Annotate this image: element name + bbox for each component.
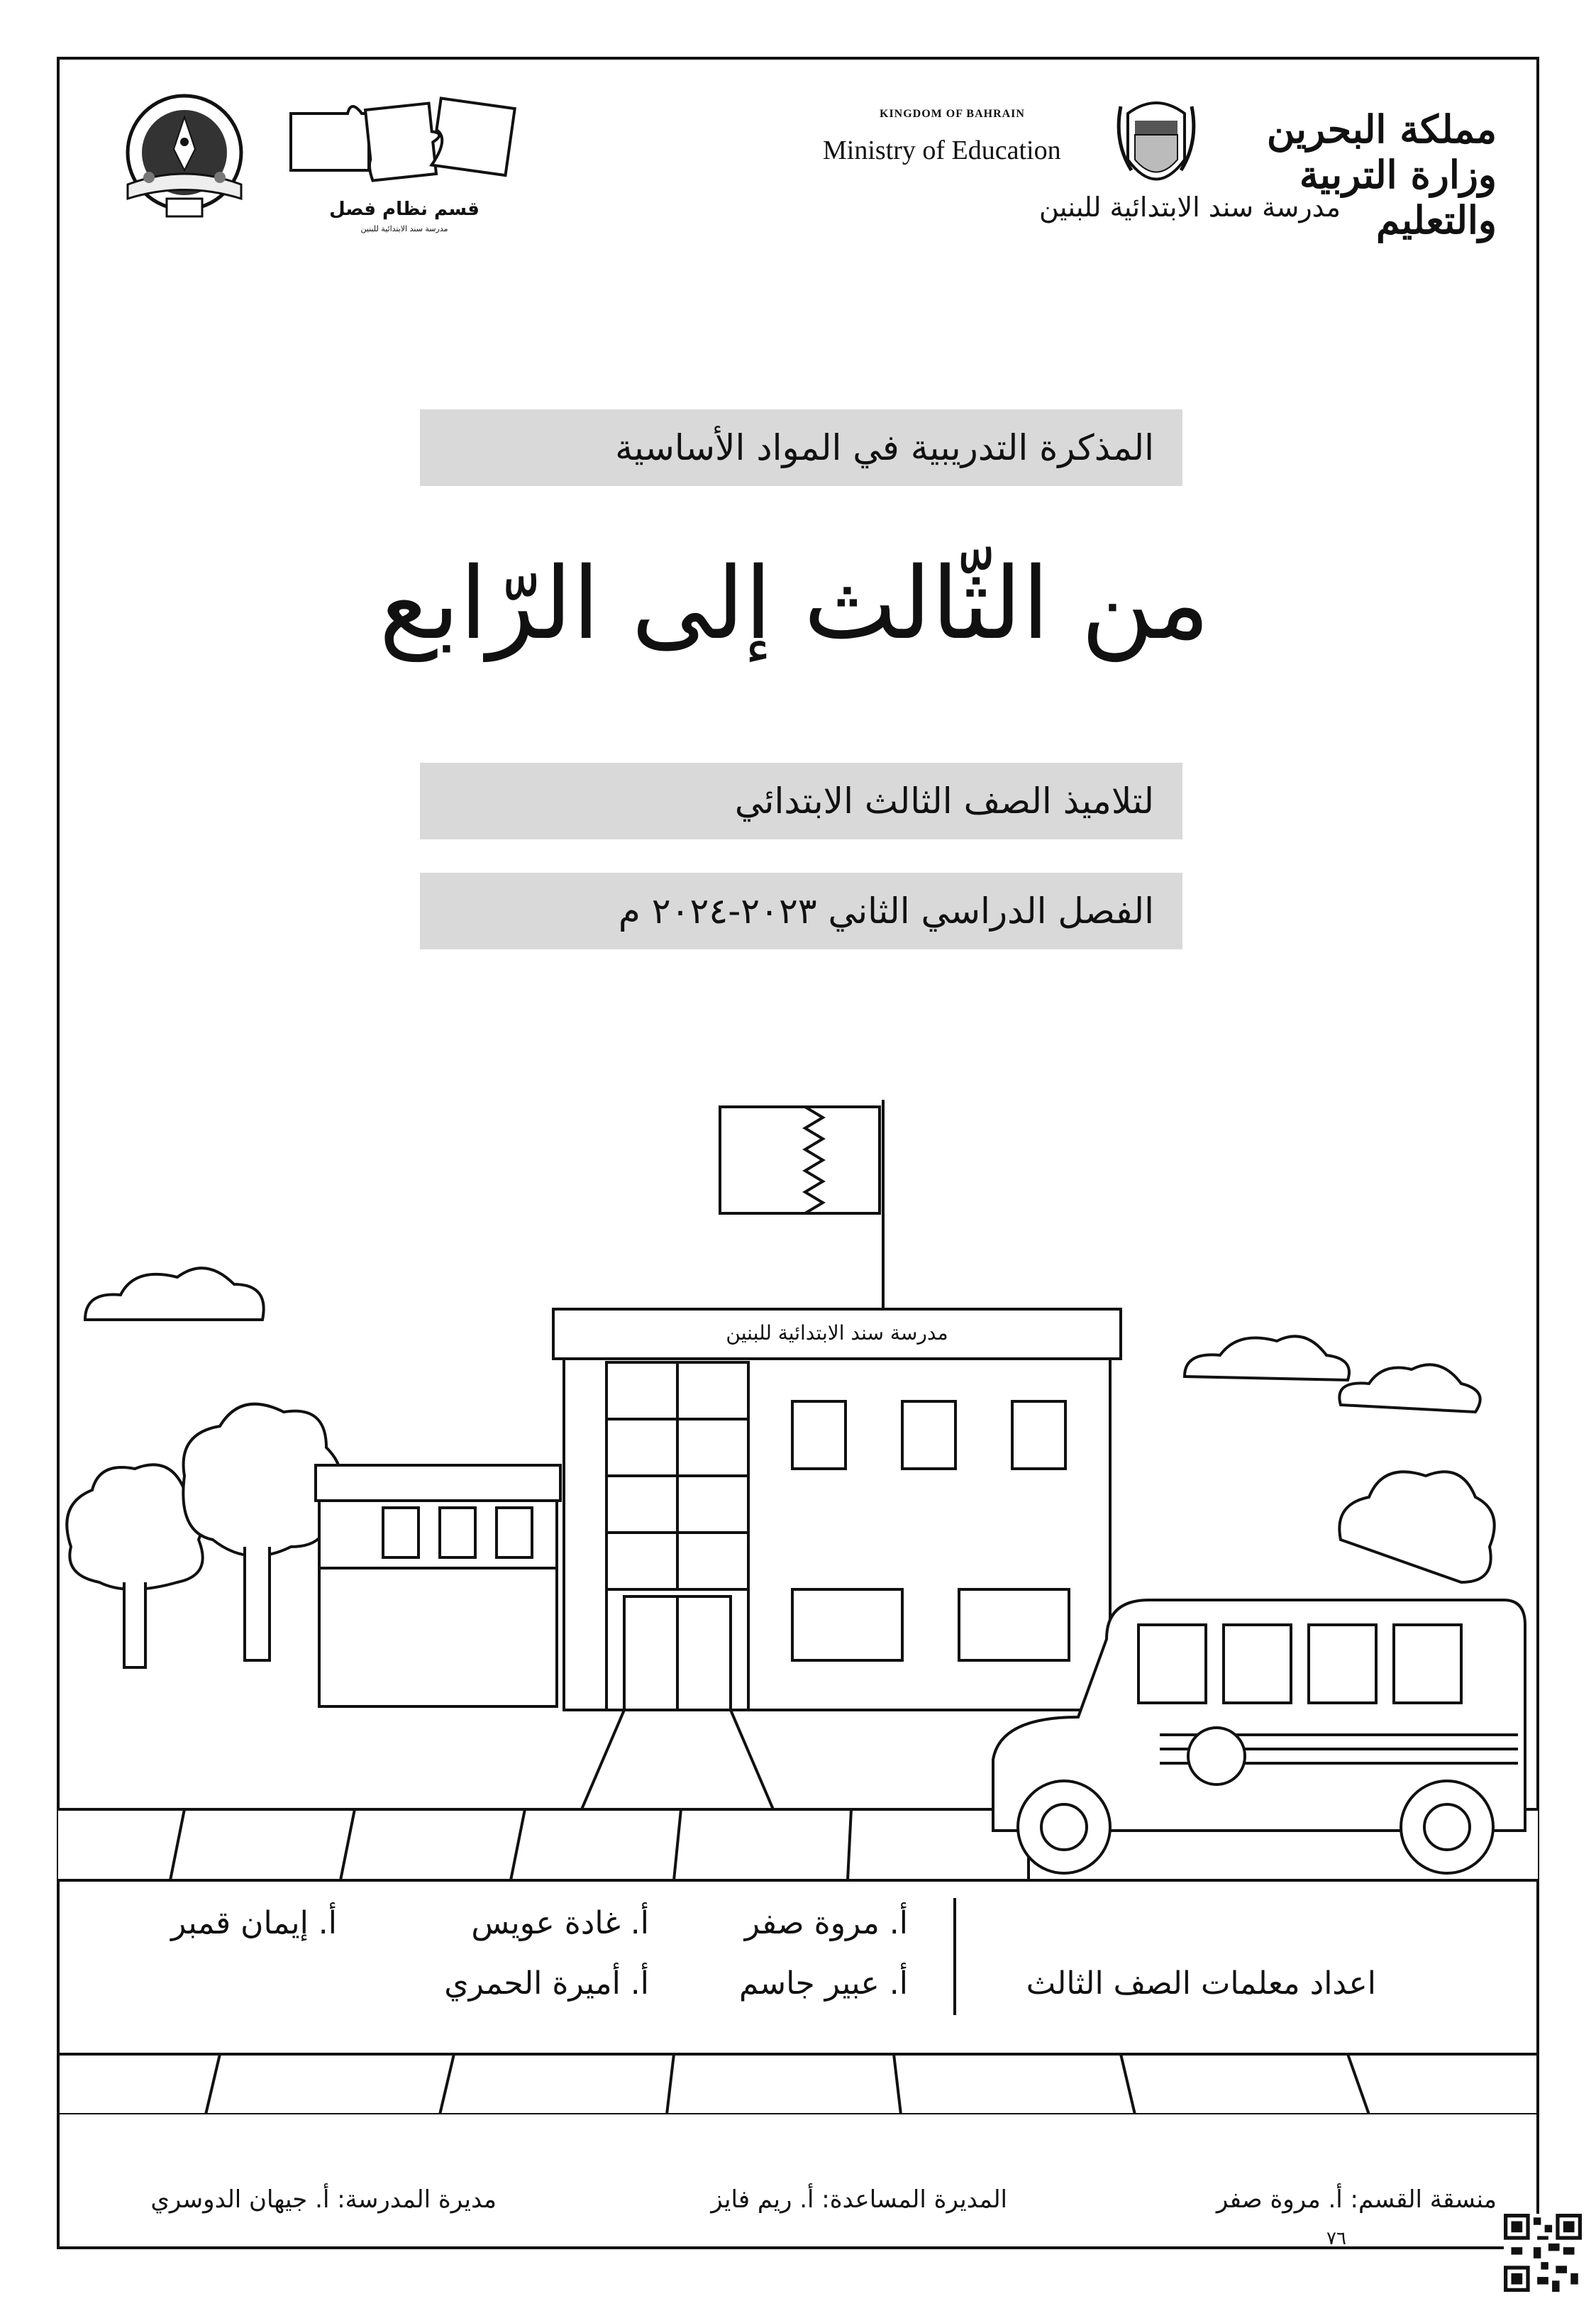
credits-divider	[953, 1898, 956, 2015]
audience-box	[420, 763, 1182, 839]
teacher-name: أ. عبير جاسم	[738, 1965, 908, 2002]
department-logo-sub: مدرسة سند الابتدائية للبنين	[360, 224, 448, 233]
tree-icon	[1339, 1472, 1494, 1582]
prepared-by: اعداد معلمات الصف الثالث	[1026, 1965, 1376, 2002]
teacher-name: أ. مروة صفر	[744, 1905, 908, 1941]
kingdom-label: KINGDOM OF BAHRAIN	[880, 108, 1025, 120]
semester-box	[420, 873, 1182, 949]
tree-icon	[183, 1404, 340, 1660]
cloud-icon	[1339, 1364, 1480, 1412]
school-building	[553, 1309, 1121, 1710]
audience-text: لتلاميذ الصف الثالث الابتدائي	[734, 780, 1154, 822]
department-logo-label: قسم نظام فصل	[329, 199, 480, 220]
assistant-principal-label: المديرة المساعدة: أ. ريم فايز	[711, 2185, 1007, 2214]
teacher-name: أ. غادة عويس	[471, 1905, 649, 1941]
ministry-header	[823, 92, 1504, 248]
teacher-name: أ. أميرة الحمري	[444, 1965, 649, 2002]
school-sign: مدرسة سند الابتدائية للبنين	[726, 1321, 948, 1345]
school-illustration	[57, 1078, 1539, 2114]
ministry-label: Ministry of Education	[823, 136, 1061, 165]
puzzle-icon	[284, 92, 525, 199]
principal-label: مديرة المدرسة: أ. جيهان الدوسري	[150, 2185, 497, 2214]
cloud-icon	[1185, 1336, 1349, 1380]
bahrain-crest-icon	[1114, 92, 1199, 199]
page-number: ٧٦	[1326, 2228, 1346, 2249]
school-logo-icon	[99, 92, 270, 227]
department-logo	[284, 92, 525, 234]
semester-text: الفصل الدراسي الثاني ٢٠٢٣-٢٠٢٤ م	[618, 890, 1154, 932]
ministry-arabic-label: مملكة البحرين وزارة التربية والتعليم	[1266, 106, 1497, 243]
subtitle-box	[420, 409, 1182, 486]
cloud-icon	[85, 1268, 264, 1320]
subtitle-text: المذكرة التدريبية في المواد الأساسية	[615, 427, 1154, 468]
school-name-header: مدرسة سند الابتدائية للبنين	[1038, 192, 1341, 223]
booklet-title: من الثّالث إلى الرّابع	[379, 546, 1210, 662]
bahrain-flag-icon	[720, 1100, 883, 1320]
school-annex	[316, 1465, 560, 1706]
coordinator-label: منسقة القسم: أ. مروة صفر	[1216, 2185, 1497, 2214]
road	[57, 2054, 1539, 2114]
qr-code-icon	[1504, 2214, 1582, 2292]
teacher-name: أ. إيمان قمبر	[171, 1905, 337, 1941]
